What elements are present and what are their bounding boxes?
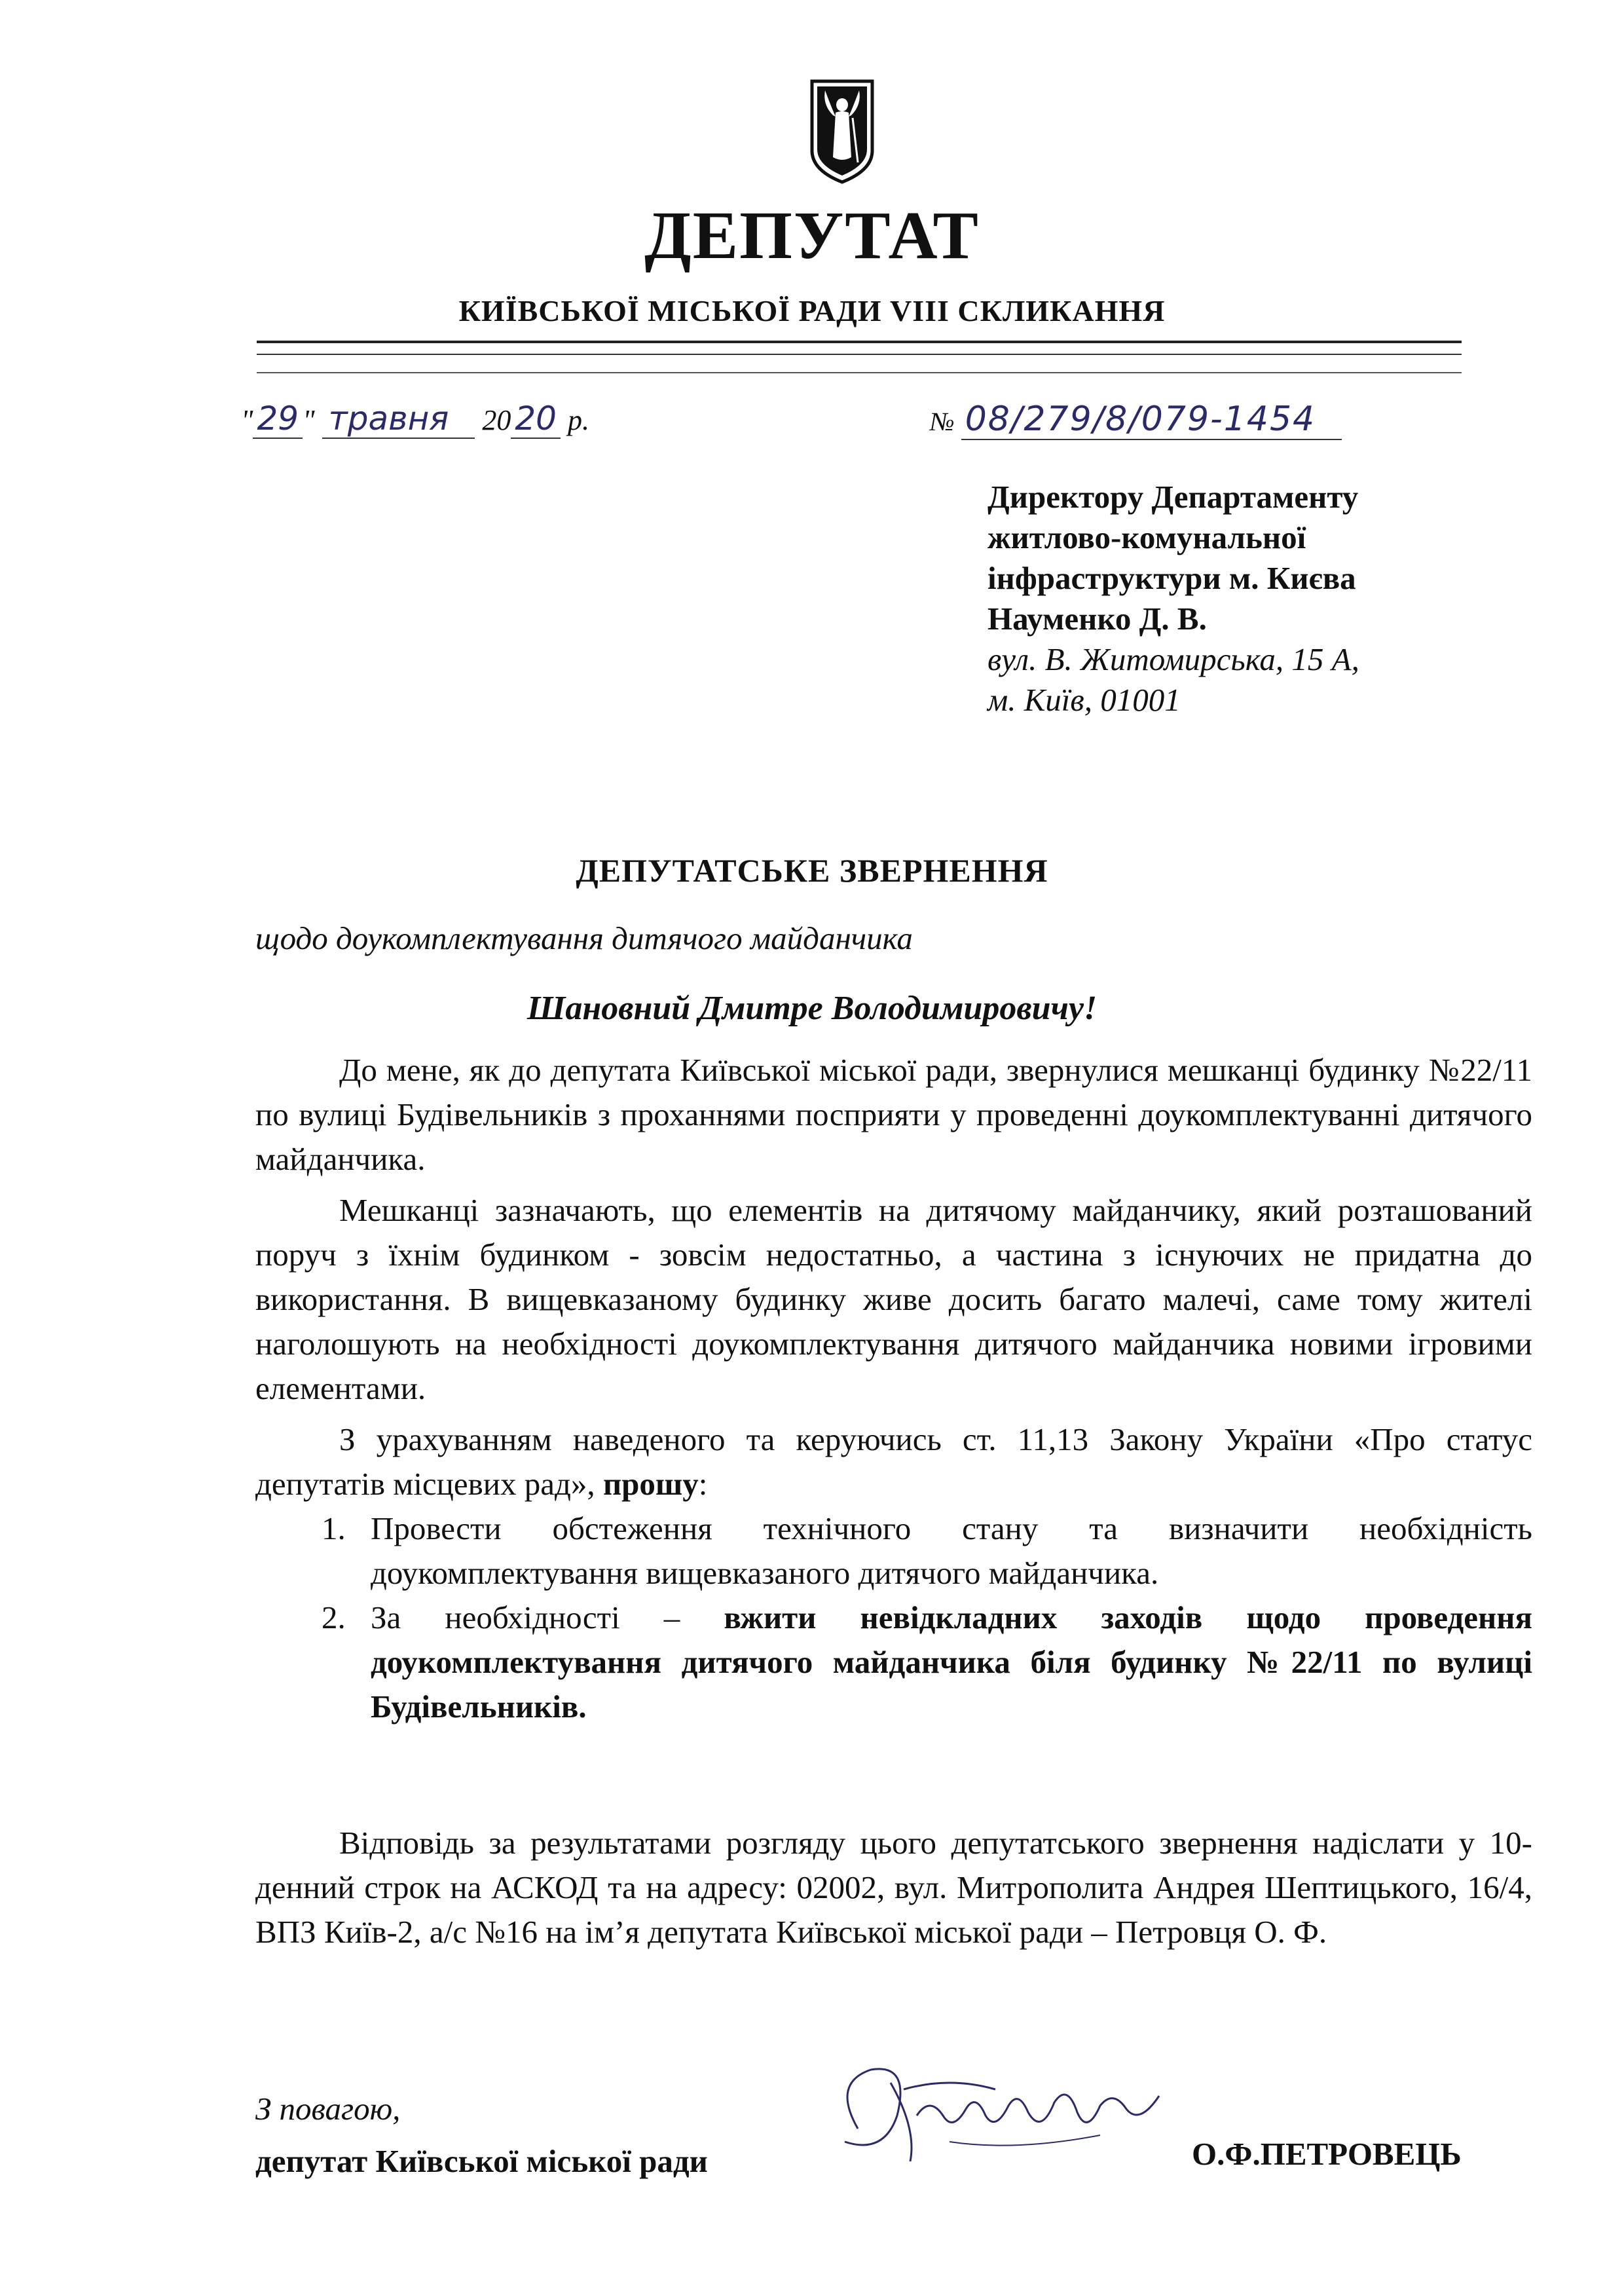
closing-block — [255, 2083, 708, 2188]
letterhead-divider-thin — [257, 354, 1462, 355]
date-open-quote: " — [241, 404, 253, 436]
closing-regards: З повагою, — [255, 2091, 401, 2127]
addressee-block — [987, 477, 1359, 720]
document-date — [241, 400, 589, 438]
request-keyword: прошу — [602, 1466, 699, 1502]
request-list — [255, 1506, 1532, 1729]
date-close-quote: " — [303, 404, 315, 436]
request-lead: З урахуванням наведеного та керуючись ст. 11,13 Закону України «Про статус депутатів місцевих рад», — [255, 1421, 1532, 1502]
date-year-suffix: 20 — [511, 400, 561, 439]
date-month: травня — [322, 400, 475, 439]
reply-instructions — [255, 1821, 1532, 1954]
request-colon: : — [698, 1466, 708, 1502]
addressee-line: інфраструктури м. Києва — [987, 560, 1356, 596]
salutation: Шановний Дмитре Володимировичу! — [526, 990, 1098, 1027]
reference-number — [930, 400, 1342, 439]
kyiv-coat-of-arms-icon — [809, 79, 875, 185]
reference-prefix: № — [930, 407, 955, 436]
body-paragraph — [255, 1417, 1532, 1506]
body-paragraph: До мене, як до депутата Київської міської ради, звернулися мешканці будинку №22/11 по вулиці Будівельників з проханнями посприяти у проведенні доукомплектуванні дитячого майданчика. — [255, 1052, 1532, 1177]
addressee-line: Директору Департаменту — [987, 479, 1359, 515]
date-suffix: р. — [567, 404, 589, 436]
letterhead-title: ДЕПУТАТ — [644, 198, 980, 273]
letterhead-council: КИЇВСЬКОЇ МІСЬКОЇ РАДИ VIII СКЛИКАННЯ — [458, 294, 1166, 327]
letter-body — [255, 1048, 1532, 1729]
reference-value: 08/279/8/079-1454 — [961, 400, 1342, 440]
reply-paragraph: Відповідь за результатами розгляду цього депутатського звернення надіслати у 10-денний строк на АСКОД та на адресу: 02002, вул. Митрополита Андрея Шептицького, 16/4, ВПЗ Київ-2, а/с №16 на ім’я депутата Київської міської ради – Петровця О. Ф. — [255, 1825, 1532, 1950]
request-item: 1. Провести обстеження технічного стану та визначити необхідність доукомплектування вищевказаного дитячого майданчика. — [354, 1506, 1532, 1595]
addressee-city: м. Київ, 01001 — [987, 682, 1181, 718]
closing-position: депутат Київської міської ради — [255, 2143, 708, 2179]
addressee-line: житлово-комунальної — [987, 519, 1306, 555]
letterhead-divider-thin — [257, 372, 1462, 373]
handwritten-signature — [819, 2043, 1185, 2188]
document-title: ДЕПУТАТСЬКЕ ЗВЕРНЕННЯ — [576, 852, 1048, 889]
addressee-street: вул. В. Житомирська, 15 А, — [987, 641, 1359, 677]
document-subject: щодо доукомплектування дитячого майданчика — [255, 920, 913, 956]
signer-name: О.Ф.ПЕТРОВЕЦЬ — [1192, 2136, 1462, 2172]
request-item — [354, 1595, 1532, 1729]
date-day: 29 — [253, 400, 303, 439]
request-item-lead: За необхідності – — [371, 1599, 724, 1635]
request-item-bold: вжити невідкладних заходів щодо проведення доукомплектування дитячого майданчика біля будинку №22/11 по вулиці Будівельників. — [371, 1599, 1532, 1725]
body-paragraph: Мешканці зазначають, що елементів на дитячому майданчику, який розташований поруч з їхнім будинком - зовсім недостатньо, а частина з існуючих не придатна до використання. В вищевказаному будинку живе досить багато малечі, саме тому жителі наголошують на необхідності доукомплектування дитячого майданчика новими ігровими елементами. — [255, 1192, 1532, 1406]
letterhead-divider — [257, 341, 1462, 343]
addressee-name: Науменко Д. В. — [987, 601, 1207, 637]
date-year-prefix: 20 — [482, 404, 511, 436]
